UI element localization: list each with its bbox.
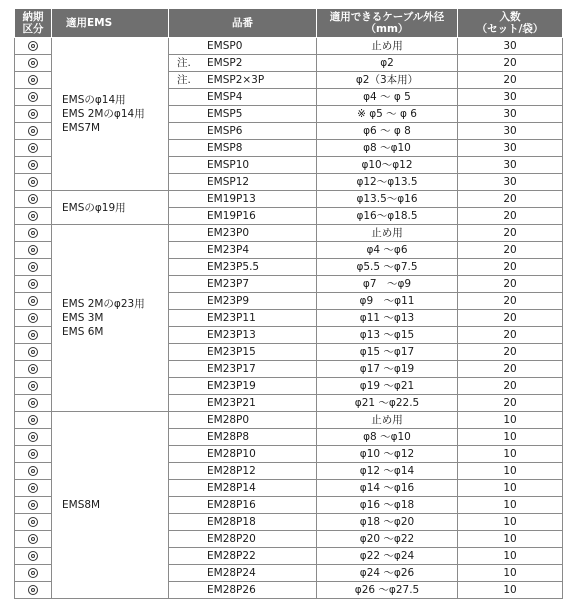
part-number-cell	[169, 174, 317, 191]
cable-diameter-cell: 止め用	[317, 225, 458, 242]
delivery-mark-cell	[15, 259, 52, 276]
part-number-cell	[169, 208, 317, 225]
cable-diameter-cell: φ4 〜 φ 5	[317, 89, 458, 106]
ems-model-line: EMS 2Mのφ23用	[62, 298, 145, 310]
delivery-mark-cell	[15, 157, 52, 174]
cable-diameter-cell: φ11 〜φ13	[317, 310, 458, 327]
part-number: EM28P8	[207, 431, 250, 443]
applicable-ems-cell	[52, 38, 169, 191]
table-row	[15, 412, 563, 429]
part-number: EM23P4	[207, 244, 250, 256]
quantity-cell: 10	[458, 582, 563, 599]
delivery-mark-cell	[15, 463, 52, 480]
part-number: EM23P11	[207, 312, 256, 324]
header-cable-diameter	[317, 9, 458, 38]
part-number: EM19P16	[207, 210, 256, 222]
part-number-cell	[169, 361, 317, 378]
double-circle-icon	[28, 381, 38, 391]
applicable-ems-cell	[52, 191, 169, 225]
ems-model-line: EMSのφ19用	[62, 201, 126, 214]
delivery-mark-cell	[15, 565, 52, 582]
part-number: EM28P10	[207, 448, 256, 460]
header-cable-line-1: 適用できるケーブル外径	[329, 11, 445, 23]
quantity-cell: 30	[458, 38, 563, 55]
part-number-cell	[169, 276, 317, 293]
part-number-cell	[169, 157, 317, 174]
quantity-cell: 10	[458, 412, 563, 429]
part-number-cell	[169, 123, 317, 140]
delivery-mark-cell	[15, 242, 52, 259]
delivery-mark-cell	[15, 480, 52, 497]
delivery-mark-cell	[15, 429, 52, 446]
part-number-cell	[169, 344, 317, 361]
part-number: EM28P24	[207, 567, 256, 579]
double-circle-icon	[28, 262, 38, 272]
double-circle-icon	[28, 177, 38, 187]
double-circle-icon	[28, 534, 38, 544]
table-row	[15, 38, 563, 55]
cable-diameter-cell: φ21 〜φ22.5	[317, 395, 458, 412]
part-number-cell	[169, 446, 317, 463]
cable-diameter-cell: φ2（3本用）	[317, 72, 458, 89]
part-number-cell	[169, 514, 317, 531]
part-number-cell	[169, 242, 317, 259]
delivery-mark-cell	[15, 38, 52, 55]
part-number-cell	[169, 327, 317, 344]
quantity-cell: 20	[458, 72, 563, 89]
header-cable-line-2: （mm）	[365, 23, 409, 35]
double-circle-icon	[28, 296, 38, 306]
part-number: EM28P14	[207, 482, 256, 494]
ems-model-line: EMS 2Mのφ14用	[62, 108, 145, 120]
ems-model-line: EMS8M	[62, 499, 101, 511]
cable-diameter-cell: φ7 〜φ9	[317, 276, 458, 293]
delivery-mark-cell	[15, 310, 52, 327]
part-number: EM23P21	[207, 397, 256, 409]
cable-diameter-cell: φ10 〜φ12	[317, 446, 458, 463]
double-circle-icon	[28, 500, 38, 510]
delivery-mark-cell	[15, 89, 52, 106]
table-body	[15, 38, 563, 599]
cable-diameter-cell: φ13.5〜φ16	[317, 191, 458, 208]
header-delivery-category	[15, 9, 52, 38]
part-number: EM19P13	[207, 193, 256, 205]
part-number: EM28P18	[207, 516, 256, 528]
cable-diameter-cell: φ10〜φ12	[317, 157, 458, 174]
part-number: EM28P22	[207, 550, 256, 562]
part-number: EM23P17	[207, 363, 256, 375]
quantity-cell: 10	[458, 514, 563, 531]
spec-sheet	[14, 8, 562, 599]
quantity-cell: 20	[458, 242, 563, 259]
double-circle-icon	[28, 41, 38, 51]
cable-diameter-cell: φ18 〜φ20	[317, 514, 458, 531]
part-number: EM23P9	[207, 295, 250, 307]
quantity-cell: 20	[458, 225, 563, 242]
quantity-cell: 20	[458, 361, 563, 378]
quantity-cell: 20	[458, 293, 563, 310]
delivery-mark-cell	[15, 174, 52, 191]
double-circle-icon	[28, 568, 38, 578]
header-qty-line-2: （セット/袋）	[476, 23, 544, 35]
part-number-cell	[169, 191, 317, 208]
delivery-mark-cell	[15, 123, 52, 140]
quantity-cell: 10	[458, 497, 563, 514]
part-number-cell	[169, 72, 317, 89]
cable-diameter-cell: φ16〜φ18.5	[317, 208, 458, 225]
quantity-cell: 20	[458, 208, 563, 225]
double-circle-icon	[28, 585, 38, 595]
table-header	[15, 9, 563, 38]
delivery-mark-cell	[15, 140, 52, 157]
quantity-cell: 30	[458, 106, 563, 123]
delivery-mark-cell	[15, 378, 52, 395]
delivery-mark-cell	[15, 327, 52, 344]
part-number: EMSP2×3P	[207, 74, 265, 86]
quantity-cell: 20	[458, 55, 563, 72]
double-circle-icon	[28, 126, 38, 136]
cable-diameter-cell: φ2	[317, 55, 458, 72]
delivery-mark-cell	[15, 412, 52, 429]
delivery-mark-cell	[15, 548, 52, 565]
part-number: EM28P0	[207, 414, 250, 426]
part-number-cell	[169, 531, 317, 548]
header-quantity	[458, 9, 563, 38]
delivery-mark-cell	[15, 106, 52, 123]
cable-diameter-cell: φ8 〜φ10	[317, 429, 458, 446]
delivery-mark-cell	[15, 582, 52, 599]
delivery-mark-cell	[15, 395, 52, 412]
double-circle-icon	[28, 466, 38, 476]
quantity-cell: 30	[458, 174, 563, 191]
cable-diameter-cell: ※ φ5 〜 φ 6	[317, 106, 458, 123]
quantity-cell: 10	[458, 548, 563, 565]
part-number: EM28P26	[207, 584, 256, 596]
cable-diameter-cell: φ12〜φ13.5	[317, 174, 458, 191]
cable-diameter-cell: φ17 〜φ19	[317, 361, 458, 378]
part-number-cell	[169, 548, 317, 565]
cable-diameter-cell: 止め用	[317, 38, 458, 55]
applicable-ems-cell	[52, 412, 169, 599]
part-number: EMSP10	[207, 159, 250, 171]
quantity-cell: 10	[458, 446, 563, 463]
header-qty-line-1: 入数	[499, 11, 521, 23]
delivery-mark-cell	[15, 497, 52, 514]
quantity-cell: 10	[458, 463, 563, 480]
cable-diameter-cell: φ16 〜φ18	[317, 497, 458, 514]
part-number-cell	[169, 480, 317, 497]
part-number-cell	[169, 582, 317, 599]
quantity-cell: 30	[458, 140, 563, 157]
part-number-cell	[169, 463, 317, 480]
part-number: EMSP6	[207, 125, 243, 137]
table-row	[15, 191, 563, 208]
double-circle-icon	[28, 330, 38, 340]
quantity-cell: 10	[458, 480, 563, 497]
quantity-cell: 30	[458, 157, 563, 174]
part-number-cell	[169, 565, 317, 582]
cable-diameter-cell: φ9 〜φ11	[317, 293, 458, 310]
quantity-cell: 20	[458, 395, 563, 412]
double-circle-icon	[28, 143, 38, 153]
quantity-cell: 20	[458, 259, 563, 276]
delivery-mark-cell	[15, 208, 52, 225]
double-circle-icon	[28, 194, 38, 204]
quantity-cell: 20	[458, 344, 563, 361]
part-number-cell	[169, 225, 317, 242]
cable-diameter-cell: φ6 〜 φ 8	[317, 123, 458, 140]
cable-diameter-cell: φ20 〜φ22	[317, 531, 458, 548]
part-number: EM28P20	[207, 533, 256, 545]
delivery-mark-cell	[15, 191, 52, 208]
ems-model-line: EMSのφ14用	[62, 94, 126, 106]
part-number-cell	[169, 106, 317, 123]
part-number-cell	[169, 293, 317, 310]
applicable-ems-cell	[52, 225, 169, 412]
delivery-mark-cell	[15, 531, 52, 548]
double-circle-icon	[28, 279, 38, 289]
double-circle-icon	[28, 364, 38, 374]
cable-diameter-cell: 止め用	[317, 412, 458, 429]
delivery-mark-cell	[15, 276, 52, 293]
part-number: EM23P7	[207, 278, 250, 290]
cable-diameter-cell: φ14 〜φ16	[317, 480, 458, 497]
part-number: EM23P0	[207, 227, 250, 239]
double-circle-icon	[28, 347, 38, 357]
cable-diameter-cell: φ5.5 〜φ7.5	[317, 259, 458, 276]
double-circle-icon	[28, 160, 38, 170]
quantity-cell: 20	[458, 310, 563, 327]
quantity-cell: 20	[458, 191, 563, 208]
delivery-mark-cell	[15, 55, 52, 72]
note-prefix: 注.	[177, 57, 191, 69]
part-number-cell	[169, 378, 317, 395]
cable-diameter-cell: φ4 〜φ6	[317, 242, 458, 259]
part-number-cell	[169, 38, 317, 55]
quantity-cell: 20	[458, 327, 563, 344]
quantity-cell: 20	[458, 276, 563, 293]
part-number-cell	[169, 395, 317, 412]
quantity-cell: 10	[458, 565, 563, 582]
part-number-cell	[169, 310, 317, 327]
double-circle-icon	[28, 551, 38, 561]
part-number-cell	[169, 55, 317, 72]
ems-model-line: EMS 6M	[62, 326, 104, 338]
part-number-cell	[169, 412, 317, 429]
quantity-cell: 10	[458, 429, 563, 446]
cable-diameter-cell: φ13 〜φ15	[317, 327, 458, 344]
ems-model-line: EMS 3M	[62, 312, 104, 324]
part-number: EM23P19	[207, 380, 256, 392]
part-number-cell	[169, 89, 317, 106]
double-circle-icon	[28, 75, 38, 85]
part-number-cell	[169, 497, 317, 514]
part-number: EMSP5	[207, 108, 243, 120]
header-delivery-line-2: 区分	[22, 23, 44, 35]
double-circle-icon	[28, 211, 38, 221]
cable-diameter-cell: φ15 〜φ17	[317, 344, 458, 361]
double-circle-icon	[28, 109, 38, 119]
delivery-mark-cell	[15, 72, 52, 89]
seal-fitting-table	[14, 8, 563, 599]
part-number-cell	[169, 259, 317, 276]
cable-diameter-cell: φ12 〜φ14	[317, 463, 458, 480]
quantity-cell: 20	[458, 378, 563, 395]
header-applicable-ems: 適用EMS	[52, 9, 169, 38]
double-circle-icon	[28, 432, 38, 442]
double-circle-icon	[28, 92, 38, 102]
header-part-number: 品番	[169, 9, 317, 38]
quantity-cell: 30	[458, 89, 563, 106]
delivery-mark-cell	[15, 446, 52, 463]
ems-model-line: EMS7M	[62, 122, 101, 134]
cable-diameter-cell: φ24 〜φ26	[317, 565, 458, 582]
delivery-mark-cell	[15, 225, 52, 242]
quantity-cell: 10	[458, 531, 563, 548]
table-row	[15, 225, 563, 242]
double-circle-icon	[28, 449, 38, 459]
delivery-mark-cell	[15, 293, 52, 310]
part-number: EM28P12	[207, 465, 256, 477]
part-number: EMSP4	[207, 91, 243, 103]
delivery-mark-cell	[15, 361, 52, 378]
cable-diameter-cell: φ19 〜φ21	[317, 378, 458, 395]
double-circle-icon	[28, 313, 38, 323]
delivery-mark-cell	[15, 344, 52, 361]
cable-diameter-cell: φ8 〜φ10	[317, 140, 458, 157]
double-circle-icon	[28, 245, 38, 255]
delivery-mark-cell	[15, 514, 52, 531]
note-prefix: 注.	[177, 74, 191, 86]
double-circle-icon	[28, 517, 38, 527]
part-number-cell	[169, 140, 317, 157]
quantity-cell: 30	[458, 123, 563, 140]
header-delivery-line-1: 納期	[22, 11, 44, 23]
cable-diameter-cell: φ22 〜φ24	[317, 548, 458, 565]
part-number: EMSP2	[207, 57, 243, 69]
double-circle-icon	[28, 58, 38, 68]
part-number-cell	[169, 429, 317, 446]
part-number: EMSP8	[207, 142, 243, 154]
part-number: EM23P13	[207, 329, 256, 341]
part-number: EM23P5.5	[207, 261, 260, 273]
part-number: EM23P15	[207, 346, 256, 358]
double-circle-icon	[28, 415, 38, 425]
double-circle-icon	[28, 398, 38, 408]
double-circle-icon	[28, 228, 38, 238]
part-number: EM28P16	[207, 499, 256, 511]
cable-diameter-cell: φ26 〜φ27.5	[317, 582, 458, 599]
part-number: EMSP0	[207, 40, 243, 52]
double-circle-icon	[28, 483, 38, 493]
part-number: EMSP12	[207, 176, 250, 188]
